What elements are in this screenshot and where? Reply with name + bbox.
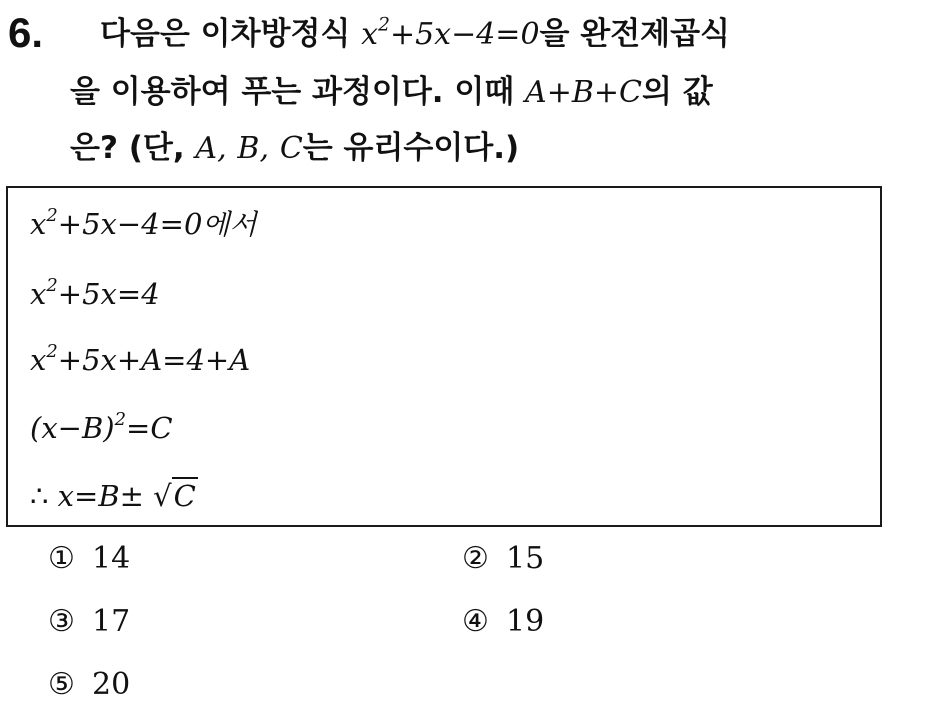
choice-value: 15 xyxy=(506,541,545,576)
therefore-symbol: ∴ xyxy=(30,479,49,513)
question-text: 은? (단, xyxy=(70,130,185,166)
variable-a: A, xyxy=(195,131,227,166)
question-text: 는 유리수이다.) xyxy=(302,130,520,166)
choice-marker: ① xyxy=(48,541,75,576)
question-line-3 xyxy=(70,128,519,169)
choice-marker: ⑤ xyxy=(48,667,75,702)
choice-1[interactable] xyxy=(48,541,130,577)
choice-marker: ② xyxy=(462,541,489,576)
solution-step-5: ∴ x=B± √C xyxy=(30,479,196,513)
question-text: 을 완전제곱식 xyxy=(539,16,730,52)
step-text: 에서 xyxy=(202,208,257,241)
choice-marker: ④ xyxy=(462,604,489,639)
equation: $x^2+5x-4=0$ xyxy=(361,14,540,52)
solution-step-4: $(x-B)^2=C$ xyxy=(30,409,173,445)
variable-c: C xyxy=(279,131,303,166)
choice-3[interactable] xyxy=(48,604,130,640)
choice-2[interactable] xyxy=(462,541,544,577)
choice-marker: ③ xyxy=(48,604,75,639)
solution-step-1: $x^2+5x-4=0$에서 xyxy=(30,205,257,241)
solution-step-3: $x^2+5x+A=4+A$ xyxy=(30,341,251,377)
solution-step-2: $x^2+5x=4$ xyxy=(30,275,160,311)
question-line-1 xyxy=(100,14,730,55)
target-expression: A+B+C xyxy=(525,75,642,110)
question-text: 을 이용하여 푸는 과정이다. 이때 xyxy=(70,74,515,110)
square-root: √C xyxy=(153,479,196,513)
choice-5[interactable] xyxy=(48,667,130,703)
choice-value: 17 xyxy=(92,604,131,639)
choice-value: 19 xyxy=(506,604,545,639)
choice-value: 14 xyxy=(92,541,131,576)
variable-b: B, xyxy=(237,131,270,166)
question-text: 의 값 xyxy=(642,74,713,110)
question-line-2 xyxy=(70,72,713,113)
choice-value: 20 xyxy=(92,667,131,702)
question-text: 다음은 이차방정식 xyxy=(100,16,351,52)
question-number: 6. xyxy=(8,9,44,56)
choice-4[interactable] xyxy=(462,604,544,640)
solution-box xyxy=(6,186,882,527)
